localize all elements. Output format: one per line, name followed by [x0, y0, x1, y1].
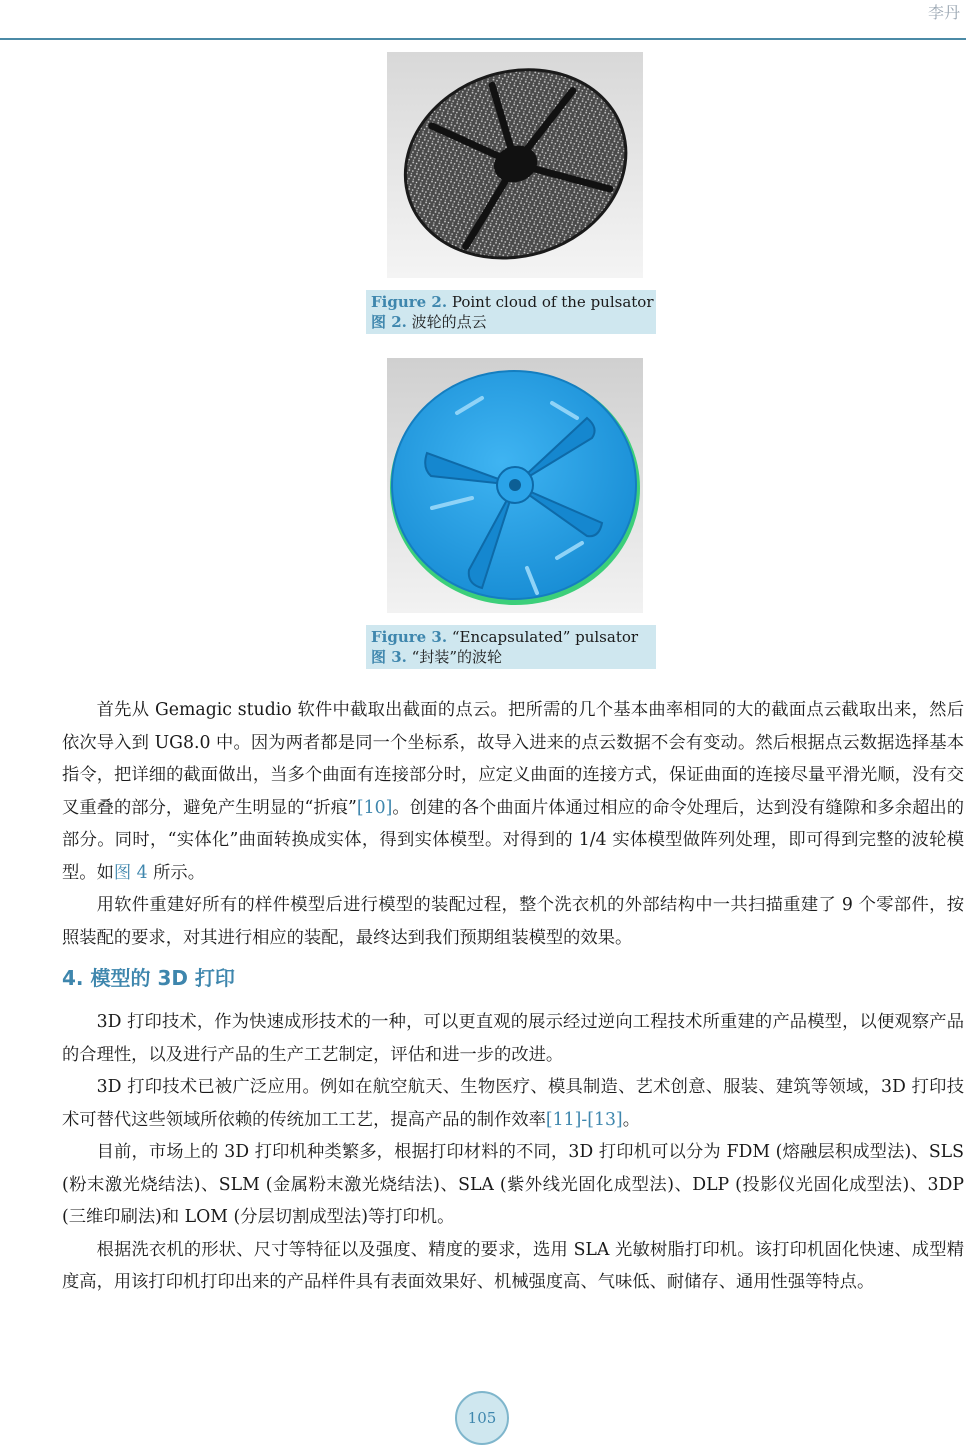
figure-3-encapsulated-image — [387, 358, 643, 613]
figure-2-caption-en: Point cloud of the pulsator — [451, 293, 654, 311]
paragraph-1 — [62, 694, 964, 889]
paragraph-4-part-a: 3D 打印技术已被广泛应用。例如在航空航天、生物医疗、模具制造、艺术创意、服装、建筑等领域，3D 打印技术可替代这些领域所依赖的传统加工工艺，提高产品的制作效率 — [62, 1077, 964, 1130]
paragraph-1-part-c: 所示。 — [147, 862, 205, 883]
figure-3-caption — [366, 625, 656, 669]
paragraph-6: 根据洗衣机的形状、尺寸等特征以及强度、精度的要求，选用 SLA 光敏树脂打印机。该打印机固化快速、成型精度高，用该打印机打印出来的产品样件具有表面效果好、机械强度高、气味低、耐储存、通用性强等特点。 — [62, 1239, 964, 1292]
paragraph-2: 用软件重建好所有的样件模型后进行模型的装配过程，整个洗衣机的外部结构中一共扫描重建了 9 个零部件，按照装配的要求，对其进行相应的装配，最终达到我们预期组装模型的效果。 — [62, 895, 964, 948]
citation-link-11-13[interactable]: [11]-[13] — [545, 1109, 623, 1130]
paragraph-1-part-b: 。创建的各个曲面片体通过相应的命令处理后，达到没有缝隙和多余超出的部分。同时，“实体化”曲面转换成实体，得到实体模型。对得到的 1/4 实体模型做阵列处理，即可得到完整的波轮模型。如 — [62, 797, 964, 883]
figure-2-point-cloud-image — [387, 52, 643, 278]
figure-3-label-zh: 图 3. — [371, 648, 407, 666]
header-rule — [0, 38, 966, 40]
section-heading: 4. 模型的 3D 打印 — [62, 966, 235, 990]
figure-3-caption-en: “Encapsulated” pulsator — [451, 628, 639, 646]
figure-2-caption — [366, 290, 656, 334]
figure-2-label-zh: 图 2. — [371, 313, 407, 331]
body-text-upper — [62, 694, 964, 954]
citation-link-10[interactable]: [10] — [356, 797, 393, 818]
figure-2-caption-zh: 波轮的点云 — [411, 313, 487, 331]
figure-4-link[interactable]: 图 4 — [113, 862, 148, 883]
page-number: 105 — [455, 1391, 509, 1445]
paragraph-3: 3D 打印技术，作为快速成形技术的一种，可以更直观的展示经过逆向工程技术所重建的产品模型，以便观察产品的合理性，以及进行产品的生产工艺制定，评估和进一步的改进。 — [62, 1012, 964, 1065]
figure-3-label-en: Figure 3. — [371, 628, 448, 646]
paragraph-4-part-b: 。 — [622, 1109, 640, 1130]
header-author: 李丹 — [927, 3, 960, 22]
paragraph-5: 目前，市场上的 3D 打印机种类繁多，根据打印材料的不同，3D 打印机可以分为 FDM (熔融层积成型法)、SLS (粉末激光烧结法)、SLM (金属粉末激光烧结法)、SLA (紫外线光固化成型法)、DLP (投影仪光固化成型法)、3DP (三维印刷法)和 LOM (分层切割成型法)等打印机。 — [62, 1142, 964, 1227]
paragraph-1-part-a: 首先从 Gemagic studio 软件中截取出截面的点云。把所需的几个基本曲率相同的大的截面点云截取出来，然后依次导入到 UG8.0 中。因为两者都是同一个坐标系，故导入进来的点云数据不会有变动。然后根据点云数据选择基本指令，把详细的截面做出，当多个曲面有连接部分时，应定义曲面的连接方式，保证曲面的连接尽量平滑光顺，没有交叉重叠的部分，避免产生明显的“折痕” — [62, 700, 964, 818]
body-text-lower — [62, 1006, 964, 1299]
paragraph-4 — [62, 1071, 964, 1136]
figure-3-caption-zh: “封装”的波轮 — [411, 648, 503, 666]
figure-2-label-en: Figure 2. — [371, 293, 448, 311]
